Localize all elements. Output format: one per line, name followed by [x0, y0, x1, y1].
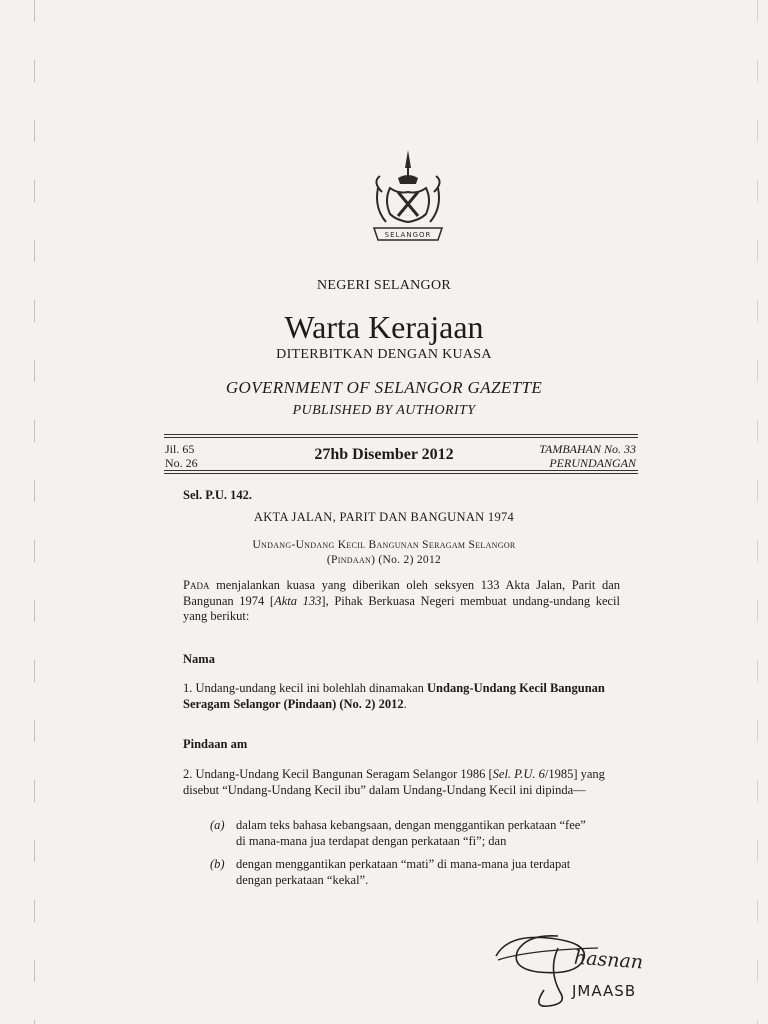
- supplement-info: [539, 442, 636, 470]
- bylaw-title-line1: Undang-Undang Kecil Bangunan Seragam Selangor: [252, 539, 516, 551]
- issue-number: No. 26: [165, 456, 198, 470]
- subtitle-english: PUBLISHED BY AUTHORITY: [292, 403, 476, 418]
- header-rule-top-2: [164, 437, 638, 438]
- crest-banner-text: SELANGOR: [384, 231, 432, 239]
- bylaw-title: [0, 538, 768, 568]
- preamble-paragraph: Pada menjalankan kuasa yang diberikan oleh seksyen 133 Akta Jalan, Parit dan Bangunan 1974 [Akta 133], Pihak Berkuasa Negeri membuat undang-undang kecil yang berikut:: [183, 578, 620, 623]
- subtitle-malay: DITERBITKAN DENGAN KUASA: [276, 347, 492, 362]
- volume-number: Jil. 65: [165, 442, 195, 456]
- heading-pindaan-am: Pindaan am: [183, 737, 248, 751]
- gazette-title-english: GOVERNMENT OF SELANGOR GAZETTE: [225, 378, 543, 397]
- header-rule-bottom: [164, 470, 638, 471]
- act-title: AKTA JALAN, PARIT DAN BANGUNAN 1974: [253, 510, 515, 524]
- item-b-label: (b): [210, 857, 225, 871]
- issue-date: 27hb Disember 2012: [314, 446, 454, 463]
- header-rule-bottom-2: [164, 473, 638, 474]
- amendment-item-a: (a) dalam teks bahasa kebangsaan, dengan menggantikan perkataan “fee” di mana-mana jua terdapat dengan perkataan “fi”; dan: [210, 818, 586, 848]
- supplement-type: PERUNDANGAN: [549, 456, 636, 470]
- supplement-number: TAMBAHAN No. 33: [539, 442, 636, 456]
- selangor-crest-icon: [368, 148, 448, 254]
- section-2: 2. Undang-Undang Kecil Bangunan Seragam Selangor 1986 [Sel. P.U. 6/1985] yang disebut “Undang-Undang Kecil ibu” dalam Undang-Undang Kecil ini dipinda—: [183, 767, 605, 797]
- handwritten-signature-icon: [488, 920, 718, 1020]
- section-1: 1. Undang-undang kecil ini bolehlah dinamakan Undang-Undang Kecil Bangunan Seragam Selangor (Pindaan) (No. 2) 2012.: [183, 681, 605, 711]
- signature-initials: JMAASB: [572, 982, 637, 1000]
- heading-nama: Nama: [183, 652, 215, 666]
- item-a-label: (a): [210, 818, 225, 832]
- signature-name: hasnan: [573, 946, 644, 974]
- bylaw-title-line2: (Pindaan) (No. 2) 2012: [326, 554, 442, 566]
- pu-reference: Sel. P.U. 142.: [183, 488, 252, 502]
- header-rule-top: [164, 434, 638, 435]
- state-name: NEGERI SELANGOR: [317, 278, 451, 293]
- amendment-item-b: (b) dengan menggantikan perkataan “mati” di mana-mana jua terdapat dengan perkataan “kekal”.: [210, 857, 571, 887]
- gazette-title: Warta Kerajaan: [284, 309, 484, 345]
